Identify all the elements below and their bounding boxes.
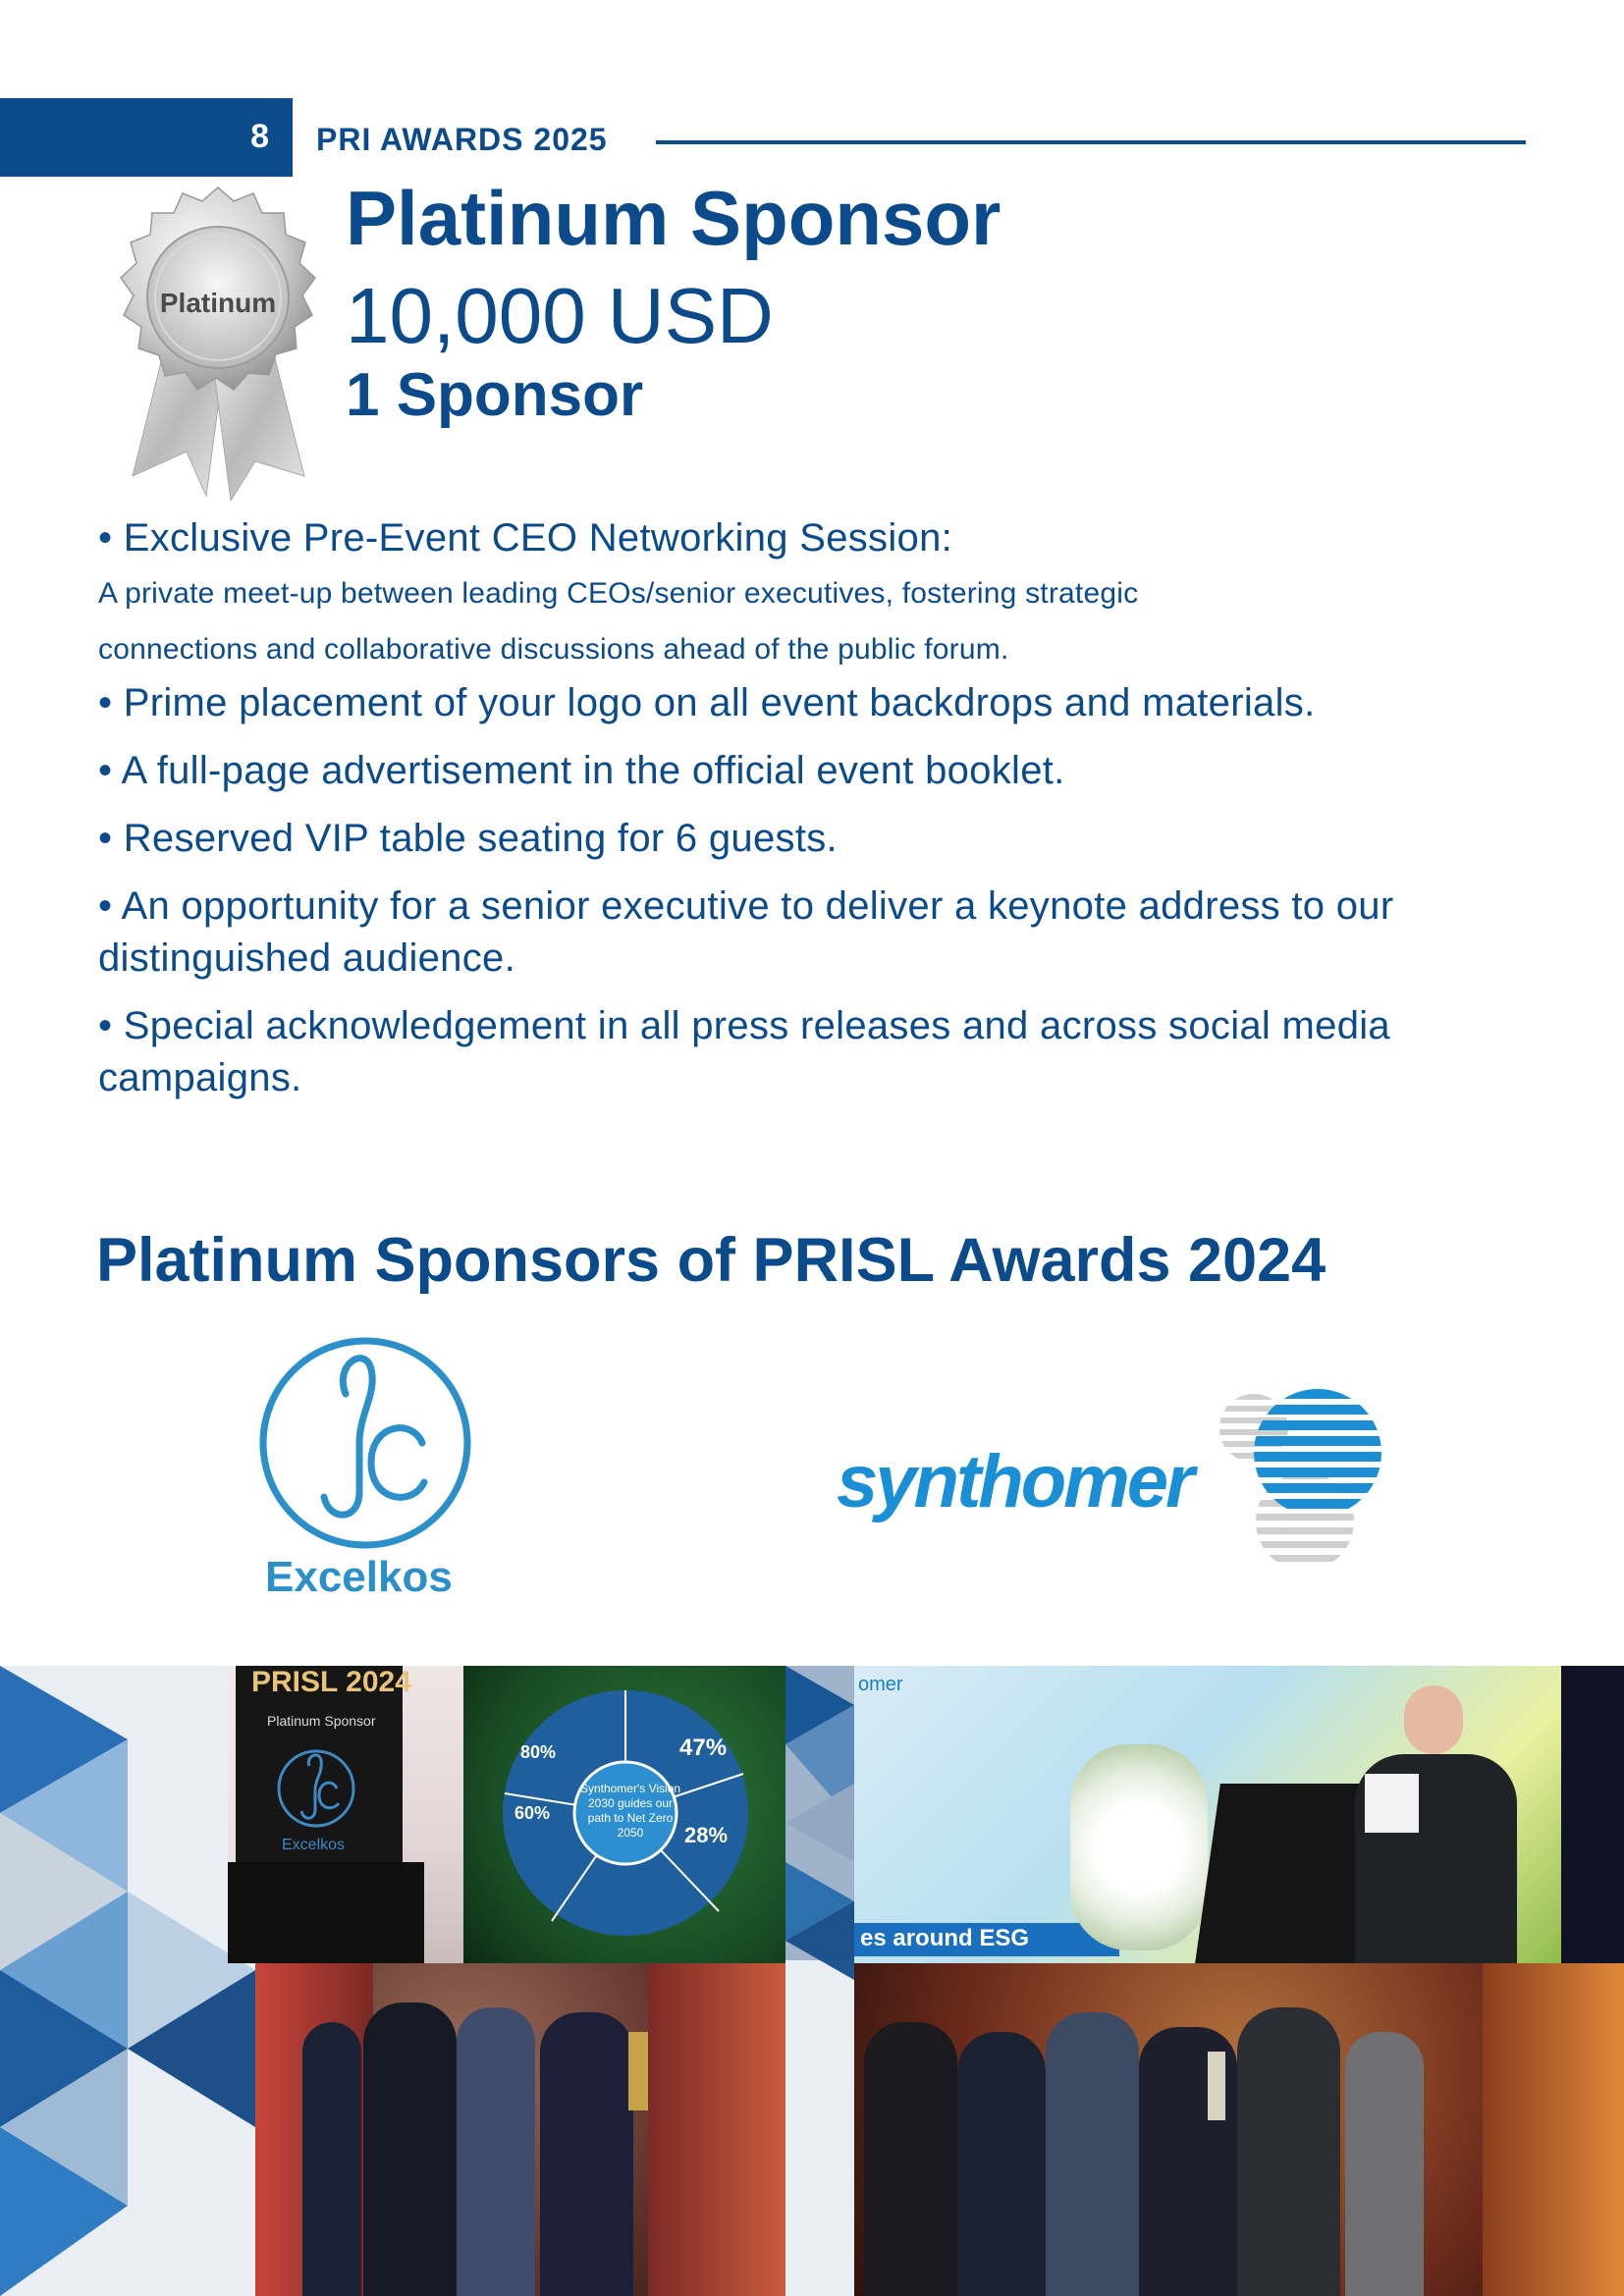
benefit-ceo-session-line-1: A private meet-up between leading CEOs/senior executives, fostering strategic: [98, 577, 1139, 610]
page-number-tab: [0, 98, 293, 177]
benefits-list: [98, 508, 1542, 1120]
benefit-item: • A full-page advertisement in the official event booklet.: [98, 749, 1065, 792]
page-number: 8: [250, 118, 269, 155]
booth-logo-icon: [272, 1744, 360, 1833]
header-rule: [656, 140, 1526, 144]
photo-group-award: [854, 1963, 1624, 2296]
badge-label: Platinum: [159, 288, 277, 318]
screen-logo-text: omer: [858, 1674, 903, 1695]
tier-price: 10,000 USD: [346, 272, 774, 359]
speaker-paper: [1365, 1774, 1419, 1833]
photo-award-handshake: [255, 1963, 785, 2296]
booth-excelkos-text: Excelkos: [282, 1837, 346, 1853]
benefit-ceo-session-title: • Exclusive Pre-Event CEO Networking Session:: [98, 516, 953, 560]
wheel-center-text: Synthomer's Vision 2030 guides our path to Net Zero 2050: [579, 1782, 681, 1840]
photo-booth: [228, 1666, 785, 1963]
benefit-item: • An opportunity for a senior executive to deliver a keynote address to our distinguished audience.: [98, 884, 1394, 980]
banner-platinum-text: Platinum Sponsor: [267, 1713, 376, 1729]
excelkos-logo-text: Excelkos: [265, 1553, 453, 1601]
banner-prisl-text: PRISL 2024: [251, 1666, 411, 1698]
wheel-47-text: 47%: [679, 1735, 728, 1761]
benefit-item: • Reserved VIP table seating for 6 guests.: [98, 817, 838, 860]
excelkos-logo-icon: [255, 1335, 476, 1556]
synthomer-logo-text: synthomer: [837, 1440, 1192, 1523]
screen-caption-text: es around ESG: [860, 1925, 1030, 1951]
synthomer-logo-icon: [837, 1384, 1396, 1580]
platinum-badge-icon: [98, 182, 339, 501]
wheel-80-text: 80%: [520, 1742, 557, 1762]
photo-speaker: [854, 1666, 1624, 1963]
header-title: PRI AWARDS 2025: [316, 122, 608, 157]
sponsor-count: 1 Sponsor: [346, 361, 644, 429]
benefit-item: • Prime placement of your logo on all event backdrops and materials.: [98, 681, 1316, 724]
speaker-head: [1404, 1685, 1463, 1754]
benefit-ceo-session-line-2: connections and collaborative discussions ahead of the public forum.: [98, 633, 1009, 666]
wheel-28-text: 28%: [684, 1823, 729, 1847]
past-sponsors-heading: Platinum Sponsors of PRISL Awards 2024: [96, 1226, 1326, 1295]
wheel-60-text: 60%: [514, 1803, 551, 1823]
tier-title: Platinum Sponsor: [346, 175, 1001, 261]
benefit-item: • Special acknowledgement in all press releases and across social media campaigns.: [98, 1004, 1390, 1099]
flower-arrangement: [1070, 1744, 1208, 1950]
